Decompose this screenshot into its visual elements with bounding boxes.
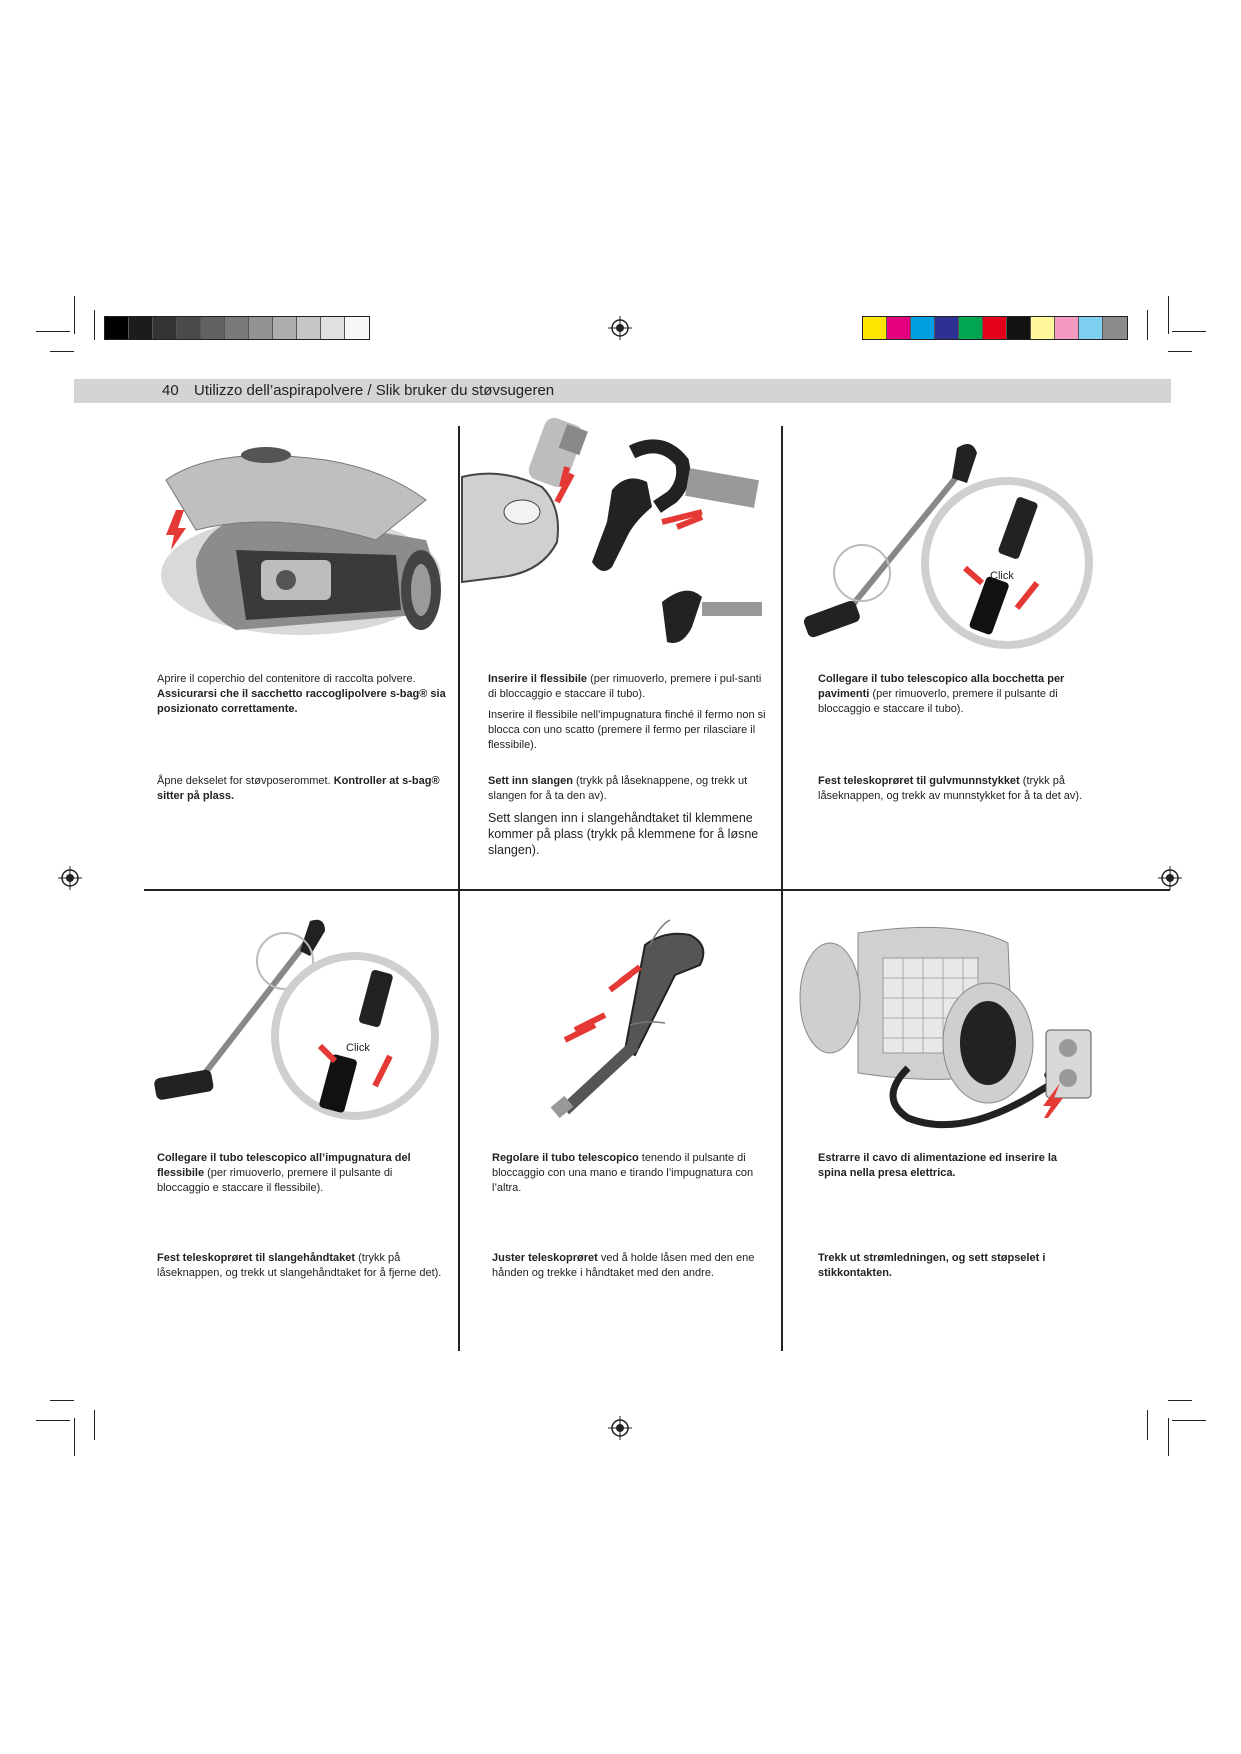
panel-3-no-bold: Fest teleskoprøret til gulvmunnstykket (818, 775, 1020, 787)
panel-3-text-no (818, 774, 1088, 810)
illustration-tube-to-nozzle (802, 438, 1102, 658)
panel-4-no-text: (trykk på låseknappen, og trekk ut slangehåndtaket for å fjerne det). (157, 1252, 442, 1279)
panel-5-no-bold: Juster teleskoprøret (492, 1252, 598, 1264)
gray-swatch-7 (249, 317, 273, 339)
illustration-tube-to-handle (150, 916, 450, 1136)
panel-2-no-extra: Sett slangen inn i slangehåndtaket til klemmene kommer på plass (trykk på klemmene for å løsne slangen). (488, 811, 759, 857)
panel-2-no-text: (trykk på låseknappene, og trekk ut slangen for å ta den av). (488, 775, 748, 802)
panel-6-no-bold: Trekk ut strømledningen, og sett støpselet i stikkontakten. (818, 1252, 1046, 1279)
panel-1-text-it (157, 672, 452, 723)
panel-5-it-bold: Regolare il tubo telescopico (492, 1152, 639, 1164)
row-divider (144, 889, 1170, 891)
registration-mark-top (608, 316, 632, 340)
column-divider-4 (781, 889, 783, 1351)
page-header (74, 379, 1171, 403)
color-swatch-11 (1103, 317, 1127, 339)
panel-1-no-bold: Kontroller at s-bag® sitter på plass. (157, 775, 440, 802)
panel-4-it-bold: Collegare il tubo telescopico all’impugnatura del flessibile (157, 1152, 411, 1179)
color-swatch-2 (887, 317, 911, 339)
registration-mark-bottom (608, 1416, 632, 1440)
gray-swatch-5 (201, 317, 225, 339)
panel-2-it-bold: Inserire il flessibile (488, 673, 588, 685)
panel-4-text-it (157, 1151, 447, 1202)
gray-swatch-10 (321, 317, 345, 339)
panel-6-it-bold: Estrarre il cavo di alimentazione ed inserire la spina nella presa elettrica. (818, 1152, 1058, 1179)
panel-4-text-no (157, 1251, 447, 1287)
panel-3-it-text: (per rimuoverlo, premere il pulsante di bloccaggio e staccare il tubo). (818, 688, 1058, 715)
gray-swatch-3 (153, 317, 177, 339)
color-swatch-10 (1079, 317, 1103, 339)
panel-5-text-it (492, 1151, 770, 1202)
panel-4-no-bold: Fest teleskoprøret til slangehåndtaket (157, 1252, 356, 1264)
color-swatch-3 (911, 317, 935, 339)
panel-1-no-text: Åpne dekselet for støvposerommet. (157, 775, 334, 787)
panel-2-no-bold: Sett inn slangen (488, 775, 573, 787)
gray-swatch-11 (345, 317, 369, 339)
panel-5-it-text: tenendo il pulsante di bloccaggio con una mano e tirando l’impugnatura con l’altra. (492, 1152, 754, 1194)
panel-6-text-no (818, 1251, 1083, 1287)
illustration-plug-in (798, 918, 1108, 1143)
panel-6-text-it (818, 1151, 1083, 1187)
gray-swatch-6 (225, 317, 249, 339)
color-swatch-7 (1007, 317, 1031, 339)
column-divider-3 (458, 889, 460, 1351)
grayscale-bar (104, 316, 370, 340)
panel-1-it-bold: Assicurarsi che il sacchetto raccoglipolvere s-bag® sia posizionato correttamente. (157, 688, 446, 715)
panel-4-it-text: (per rimuoverlo, premere il pulsante di bloccaggio e staccare il flessibile). (157, 1167, 393, 1194)
panel-2-text-no (488, 774, 768, 864)
click-label: Click (990, 570, 1014, 582)
gray-swatch-9 (297, 317, 321, 339)
registration-mark-right (1158, 866, 1182, 890)
color-swatch-4 (935, 317, 959, 339)
panel-3-text-it (818, 672, 1088, 723)
panel-3-it-bold: Collegare il tubo telescopico alla bocchetta per pavimenti (818, 673, 1065, 700)
gray-swatch-8 (273, 317, 297, 339)
panel-5-text-no (492, 1251, 770, 1287)
column-divider-2 (781, 426, 783, 890)
color-swatch-9 (1055, 317, 1079, 339)
column-divider-1 (458, 426, 460, 890)
gray-swatch-1 (105, 317, 129, 339)
panel-2-it-text: (per rimuoverlo, premere i pul-santi di bloccaggio e staccare il tubo). (488, 673, 762, 700)
process-color-bar (862, 316, 1128, 340)
color-swatch-1 (863, 317, 887, 339)
registration-mark-left (58, 866, 82, 890)
panel-2-text-it (488, 672, 768, 759)
page-title: Utilizzo dell’aspirapolvere / Slik bruker du støvsugeren (194, 382, 555, 399)
panel-5-no-text: ved å holde låsen med den ene hånden og trekke i håndtaket med den andre. (492, 1252, 755, 1279)
panel-1-text-no (157, 774, 452, 810)
illustration-open-lid (156, 440, 446, 640)
illustration-insert-hose (462, 412, 767, 657)
page-number: 40 (162, 382, 179, 399)
panel-3-no-text: (trykk på låseknappen, og trekk av munnstykket for å ta det av). (818, 775, 1083, 802)
panel-2-it-extra: Inserire il flessibile nell’impugnatura finché il fermo non si blocca con uno scatto (premere il fermo per rilasciare il flessibile). (488, 709, 766, 751)
gray-swatch-2 (129, 317, 153, 339)
color-swatch-5 (959, 317, 983, 339)
color-swatch-8 (1031, 317, 1055, 339)
color-swatch-6 (983, 317, 1007, 339)
panel-1-it-text: Aprire il coperchio del contenitore di raccolta polvere. (157, 673, 416, 685)
illustration-adjust-tube (535, 905, 735, 1125)
gray-swatch-4 (177, 317, 201, 339)
click-label: Click (346, 1042, 370, 1054)
